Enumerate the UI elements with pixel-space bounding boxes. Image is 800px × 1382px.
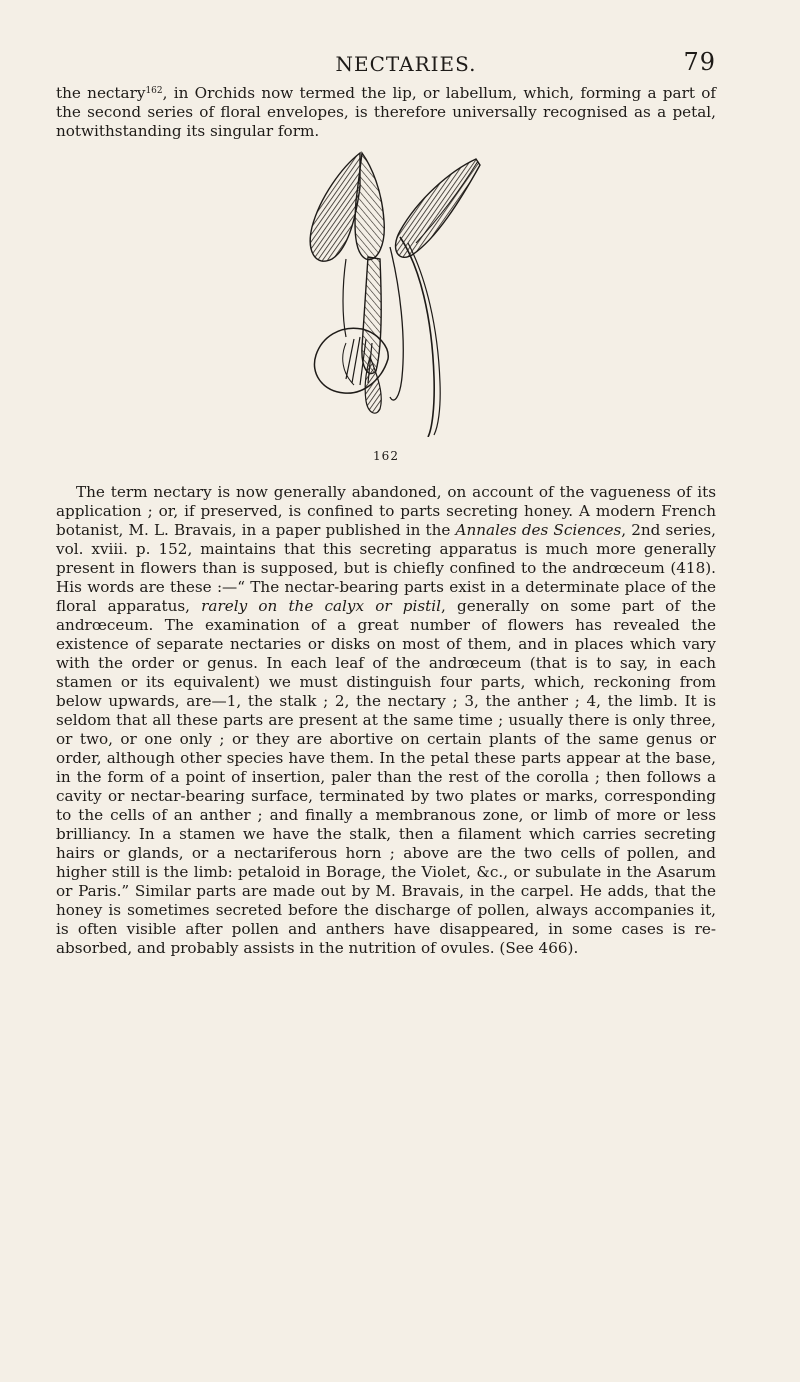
orchid-labellum-figure bbox=[56, 147, 716, 437]
italic-phrase: rarely on the calyx or pistil bbox=[201, 597, 441, 615]
orchid-illustration bbox=[250, 147, 520, 437]
paragraph-part-3: , generally on some part of the andrœceum. The examination of a great number of flowers has revealed the existence of separate nectaries or disks on most of them, and in places which vary with the order or genus. In each leaf of the andrœceum (that is to say, in each stamen or its equivalent) we must distinguish four parts, which, reckoning from below upwards, are—1, the stalk ; 2, the nectary ; 3, the anther ; 4, the limb. It is seldom that all these parts are present at the same time ; usually there is only three, or two, or one only ; or they are abortive on certain plants of the same genus or order, although other species have them. In the petal these parts appear at the base, in the form of a point of insertion, paler than the rest of the corolla ; then follows a cavity or nectar-bearing surface, terminated by two plates or marks, corresponding to the cells of an anther ; and finally a membranous zone, or limb of more or less brilliancy. In a stamen we have the stalk, then a filament which carries secreting hairs or glands, or a nectariferous horn ; above are the two cells of pollen, and higher still is the limb: petaloid in Borage, the Violet, &c., or subulate in the Asarum or Paris.” Similar parts are made out by M. Bravais, in the carpel. He adds, that the honey is sometimes secreted before the discharge of pollen, always accompanies it, is often visible after pollen and anthers have disappeared, in some cases is re-absorbed, and probably assists in the nutrition of ovules. (See 466). bbox=[56, 597, 716, 957]
paragraph-part-2: , 2nd series, vol. xviii. p. 152, maintains that this secreting apparatus is much more generally present in flowers than is supposed, but is chiefly confined to the andrœceum (418). His words are these :—“ The nectar-bearing parts exist in a determinate place of the floral apparatus, bbox=[56, 521, 716, 615]
running-title: NECTARIES. bbox=[335, 52, 477, 76]
main-text bbox=[56, 483, 716, 958]
left-long-petal bbox=[343, 259, 346, 337]
main-paragraph bbox=[56, 483, 716, 958]
intro-text bbox=[56, 84, 716, 141]
upper-petal bbox=[355, 153, 384, 260]
paragraph-part-1: The term nectary is now generally abandoned, on account of the vagueness of its application ; or, if preserved, is confined to parts secreting honey. A modern French botanist, M. L. Bravais, in a paper published in the bbox=[56, 483, 716, 539]
figure-reference: 162 bbox=[145, 86, 163, 96]
intro-before-ref: the nectary bbox=[56, 84, 146, 102]
lip-base bbox=[365, 357, 381, 413]
column bbox=[362, 257, 381, 374]
journal-title: Annales des Sciences bbox=[455, 521, 622, 539]
book-page bbox=[56, 48, 716, 958]
running-head bbox=[56, 48, 716, 84]
left-sepal bbox=[310, 153, 360, 261]
right-long-petal bbox=[400, 237, 434, 437]
right-sepal bbox=[396, 159, 480, 257]
intro-paragraph bbox=[56, 84, 716, 141]
intro-after-ref: , in Orchids now termed the lip, or labellum, which, forming a part of the second series of floral envelopes, is therefore universally recognised as a petal, notwithstanding its singular form. bbox=[56, 84, 716, 140]
figure-caption: 162 bbox=[373, 449, 399, 463]
page-number: 79 bbox=[683, 48, 716, 76]
